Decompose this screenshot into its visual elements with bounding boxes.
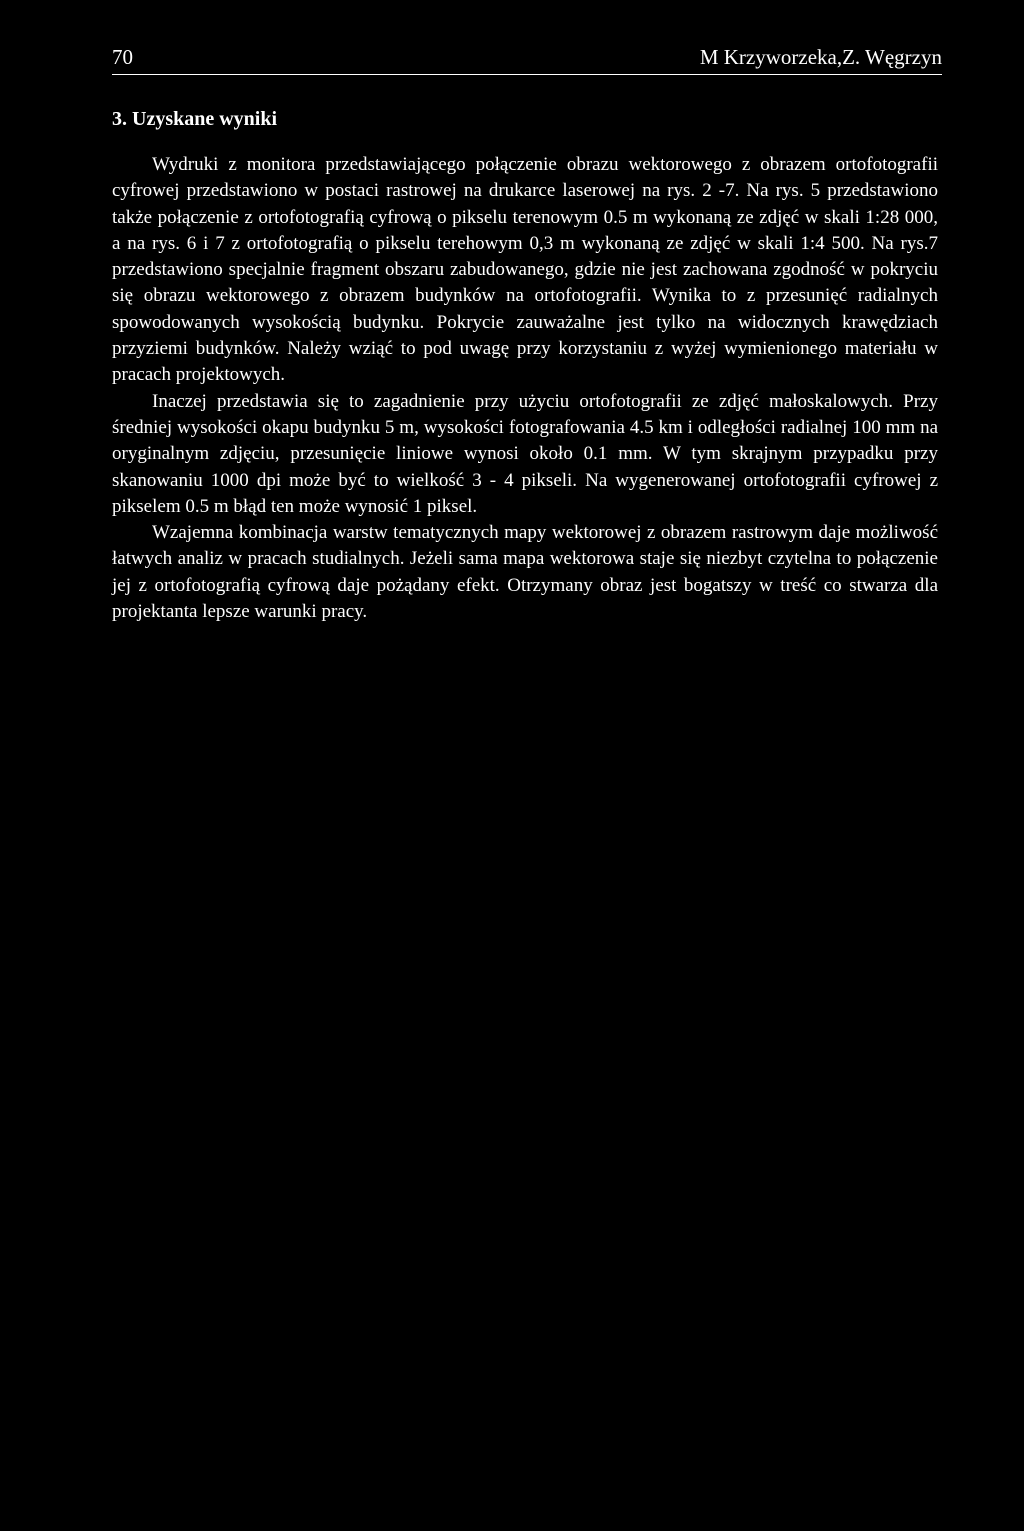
paragraph-2: Inaczej przedstawia się to zagadnienie przy użyciu ortofotografii ze zdjęć małoskalowych. Przy średniej wysokości okapu budynku 5 m, wysokości fotografowania 4.5 km i odległości radialnej 100 mm na oryginalnym zdjęciu, przesunięcie liniowe wynosi około 0.1 mm. W tym skrajnym przypadku przy skanowaniu 1000 dpi może być to wielkość 3 - 4 pikseli. Na wygenerowanej ortofotografii cyfrowej z pikselem 0.5 m błąd ten może wynosić 1 piksel. [112,390,938,517]
page-number: 70 [112,45,133,69]
page-header [112,44,942,75]
section-heading: 3. Uzyskane wyniki [112,108,278,130]
paragraph-3: Wzajemna kombinacja warstw tematycznych mapy wektorowej z obrazem rastrowym daje możliwość łatwych analiz w pracach studialnych. Jeżeli sama mapa wektorowa staje się niezbyt czytelna to połączenie jej z ortofotografią cyfrową daje pożądany efekt. Otrzymany obraz jest bogatszy w treść co stwarza dla projektanta lepsze warunki pracy. [112,522,938,623]
running-head-authors: M Krzyworzeka,Z. Węgrzyn [699,45,942,69]
body-text [112,152,938,625]
paragraph-1: Wydruki z monitora przedstawiającego połączenie obrazu wektorowego z obrazem ortofotografii cyfrowej przedstawiono w postaci rastrowej na drukarce laserowej na rys. 2 -7. Na rys. 5 przedstawiono także połączenie z ortofotografią cyfrową o pikselu terenowym 0.5 m wykonaną ze zdjęć w skali 1:28 000, a na rys. 6 i 7 z ortofotografią o pikselu terehowym 0,3 m wykonaną ze zdjęć w skali 1:4 500. Na rys.7 przedstawiono specjalnie fragment obszaru zabudowanego, gdzie nie jest zachowana zgodność w pokryciu się obrazu wektorowego z obrazem budynków na ortofotografii. Wynika to z przesunięć radialnych spowodowanych wysokością budynku. Pokrycie zauważalne jest tylko na widocznych krawędziach przyziemi budynków. Należy wziąć to pod uwagę przy korzystaniu z wyżej wymienionego materiału w pracach projektowych. [112,154,938,386]
